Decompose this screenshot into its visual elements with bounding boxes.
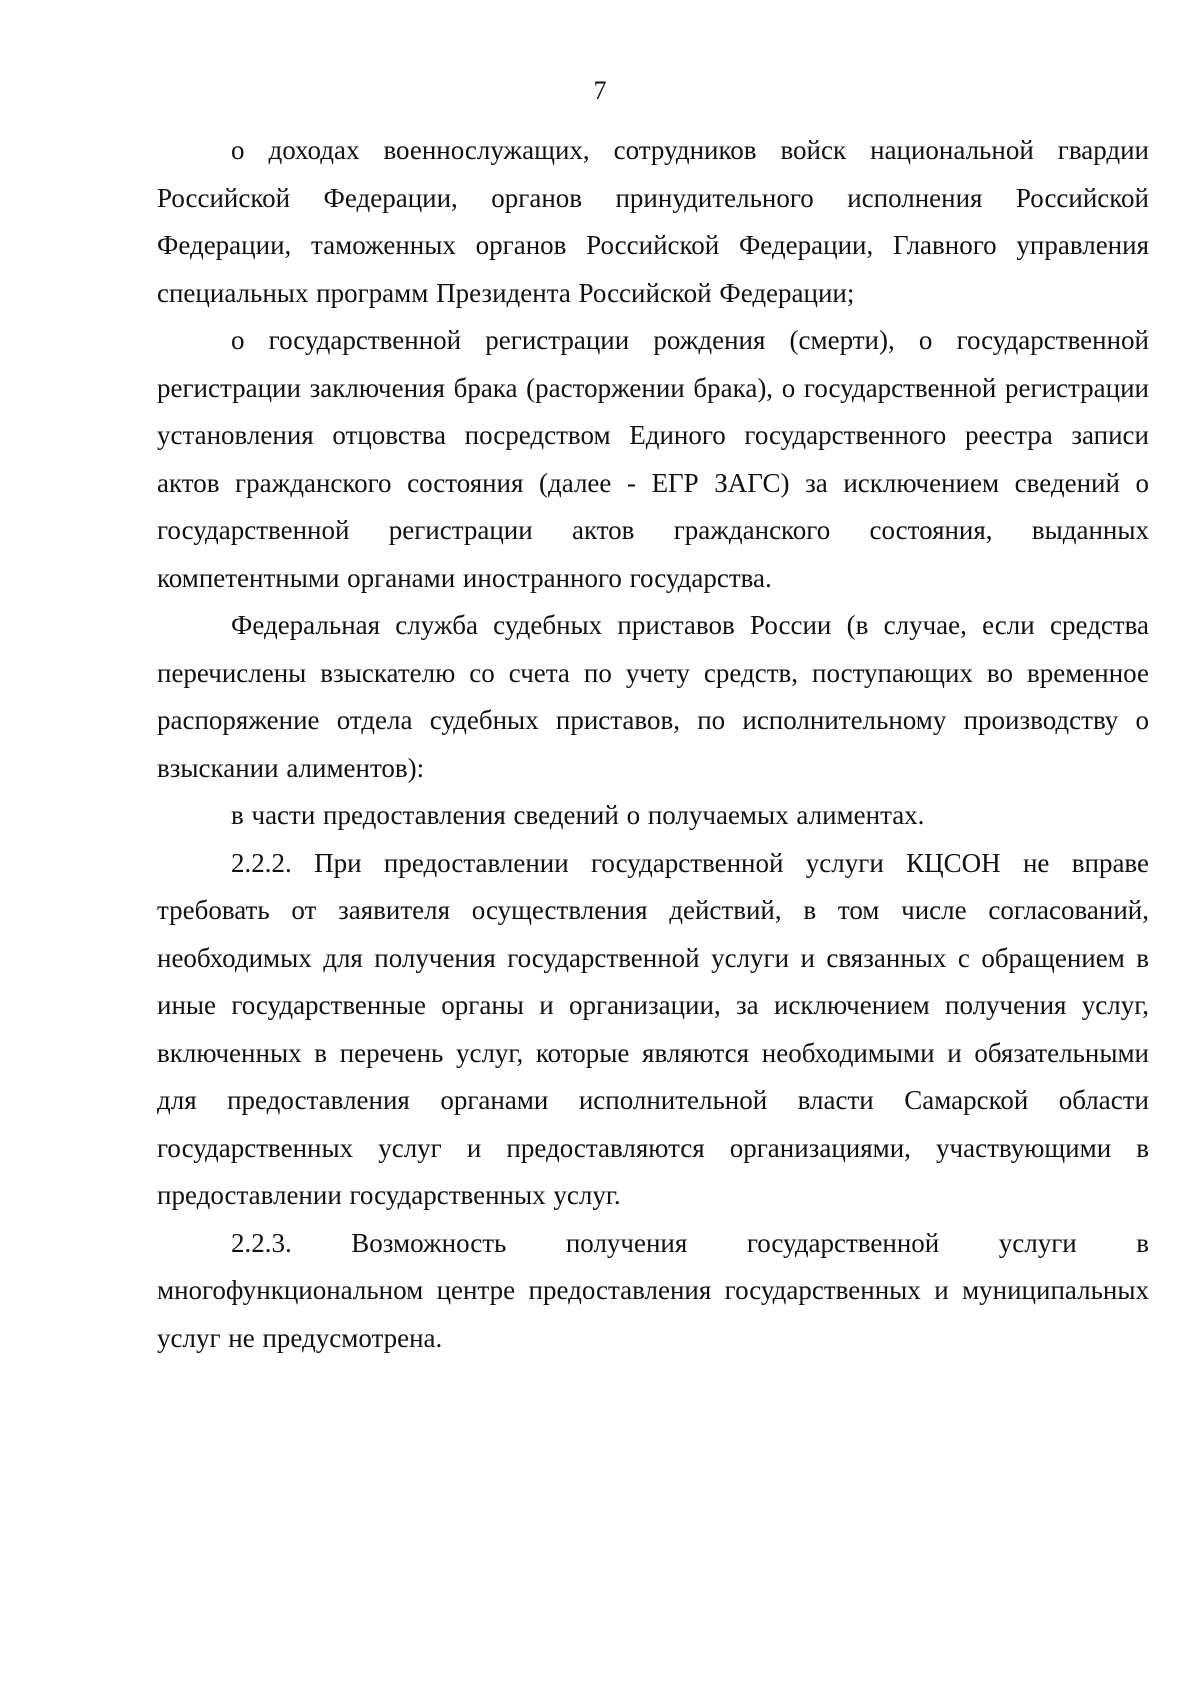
- paragraph-bailiff-service: Федеральная служба судебных приставов России (в случае, если средства перечислены взыскателю со счета по учету средств, поступающих во временное распоряжение отдела судебных приставов, по исполнительному производству о взыскании алиментов):: [157, 610, 1149, 783]
- page-number: 7: [593, 76, 607, 105]
- document-body: [157, 127, 1149, 1362]
- paragraph-civil-registration: о государственной регистрации рождения (смерти), о государственной регистрации заключения брака (расторжении брака), о государственной регистрации установления отцовства посредством Единого государственного реестра записи актов гражданского состояния (далее - ЕГР ЗАГС) за исключением сведений о государственной регистрации актов гражданского состояния, выданных компетентными органами иностранного государства.: [157, 325, 1149, 593]
- paragraph-income-info: о доходах военнослужащих, сотрудников войск национальной гвардии Российской Федерации, органов принудительного исполнения Российской Федерации, таможенных органов Российской Федерации, Главного управления специальных программ Президента Российской Федерации;: [157, 135, 1149, 308]
- paragraph-2-2-2: 2.2.2. При предоставлении государственной услуги КЦСОН не вправе требовать от заявителя осуществления действий, в том числе согласований, необходимых для получения государственной услуги и связанных с обращением в иные государственные органы и организации, за исключением получения услуг, включенных в перечень услуг, которые являются необходимыми и обязательными для предоставления органами исполнительной власти Самарской области государственных услуг и предоставляются организациями, участвующими в предоставлении государственных услуг.: [157, 847, 1149, 1210]
- paragraph-2-2-3: 2.2.3. Возможность получения государственной услуги в многофункциональном центре предоставления государственных и муниципальных услуг не предусмотрена.: [157, 1227, 1149, 1353]
- paragraph-alimony-info: в части предоставления сведений о получаемых алиментах.: [231, 800, 925, 830]
